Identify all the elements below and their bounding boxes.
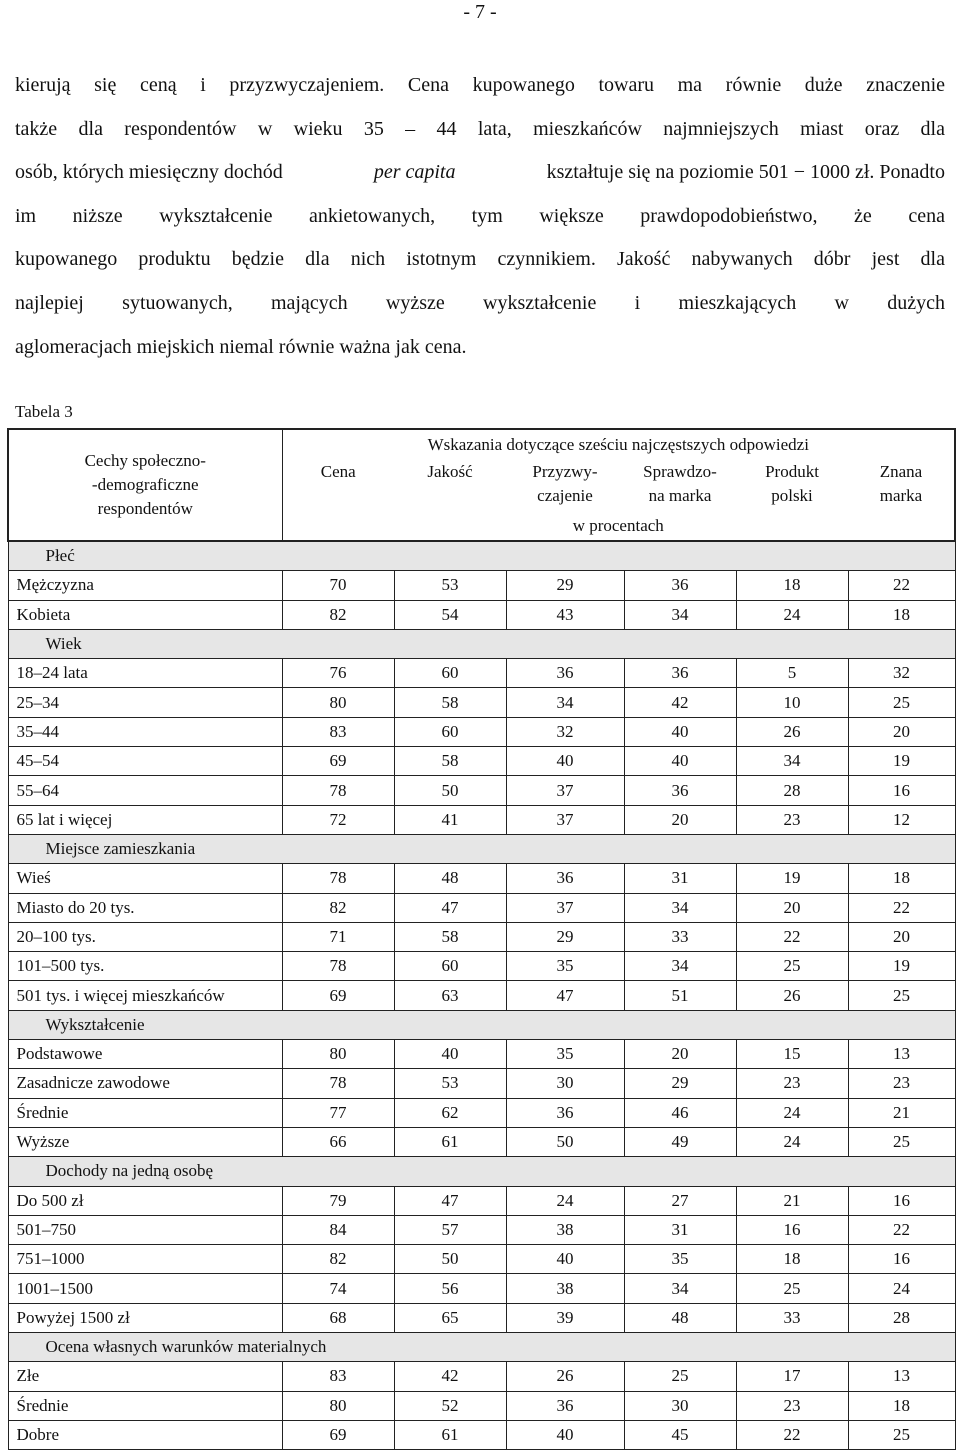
row-label: Podstawowe	[8, 1040, 282, 1069]
value-cell: 45	[624, 1420, 736, 1449]
table-row	[8, 981, 955, 1010]
stub-header	[8, 429, 282, 541]
table-row	[8, 1391, 955, 1420]
column-header-text: Cena	[320, 462, 356, 481]
value-cell: 28	[848, 1303, 955, 1332]
paragraph-line: także dla respondentów w wieku 35 – 44 lata, mieszkańców najmniejszych miast oraz dla	[15, 117, 945, 140]
value-cell: 25	[848, 981, 955, 1010]
value-cell: 22	[736, 922, 848, 951]
value-cell: 83	[282, 1362, 394, 1391]
value-cell: 25	[848, 1127, 955, 1156]
value-cell: 35	[506, 1040, 624, 1069]
value-cell: 36	[506, 864, 624, 893]
column-header-text: polski	[771, 486, 813, 505]
value-cell: 78	[282, 952, 394, 981]
row-label: Wieś	[8, 864, 282, 893]
value-cell: 58	[394, 747, 506, 776]
value-cell: 51	[624, 981, 736, 1010]
value-cell: 79	[282, 1186, 394, 1215]
value-cell: 5	[736, 659, 848, 688]
row-label: 501 tys. i więcej mieszkańców	[8, 981, 282, 1010]
row-label: Średnie	[8, 1098, 282, 1127]
table-row	[8, 717, 955, 746]
column-header-text: marka	[879, 486, 923, 505]
value-cell: 66	[282, 1127, 394, 1156]
value-cell: 82	[282, 600, 394, 629]
value-cell: 24	[736, 1098, 848, 1127]
row-label: Powyżej 1500 zł	[8, 1303, 282, 1332]
paragraph-line: aglomeracjach miejskich niemal równie ważna jak cena.	[15, 335, 467, 358]
value-cell: 21	[848, 1098, 955, 1127]
table-row	[8, 893, 955, 922]
value-cell: 20	[848, 922, 955, 951]
row-label: 55–64	[8, 776, 282, 805]
value-cell: 40	[394, 1040, 506, 1069]
value-cell: 47	[394, 893, 506, 922]
value-cell: 29	[506, 922, 624, 951]
value-cell: 78	[282, 776, 394, 805]
body-paragraph	[15, 64, 945, 369]
section-row	[8, 834, 955, 863]
value-cell: 18	[848, 864, 955, 893]
section-title: Wykształcenie	[8, 1010, 955, 1039]
row-label: Miasto do 20 tys.	[8, 893, 282, 922]
value-cell: 24	[506, 1186, 624, 1215]
row-label: Złe	[8, 1362, 282, 1391]
value-cell: 78	[282, 864, 394, 893]
value-cell: 37	[506, 893, 624, 922]
table-row	[8, 1069, 955, 1098]
value-cell: 22	[736, 1420, 848, 1449]
value-cell: 13	[848, 1040, 955, 1069]
value-cell: 35	[624, 1245, 736, 1274]
value-cell: 50	[394, 1245, 506, 1274]
value-cell: 48	[394, 864, 506, 893]
column-header-text: Jakość	[427, 462, 473, 481]
paragraph-fragment: osób, których miesięczny dochód	[15, 161, 283, 184]
value-cell: 69	[282, 981, 394, 1010]
row-label: Kobieta	[8, 600, 282, 629]
value-cell: 50	[394, 776, 506, 805]
value-cell: 61	[394, 1420, 506, 1449]
value-cell: 29	[506, 571, 624, 600]
value-cell: 28	[736, 776, 848, 805]
value-cell: 10	[736, 688, 848, 717]
value-cell: 30	[624, 1391, 736, 1420]
value-cell: 40	[624, 747, 736, 776]
column-header-text: na marka	[648, 486, 712, 505]
value-cell: 17	[736, 1362, 848, 1391]
row-label: Wyższe	[8, 1127, 282, 1156]
table-row	[8, 922, 955, 951]
column-header-produkt-polski	[736, 460, 848, 512]
value-cell: 25	[848, 688, 955, 717]
value-cell: 40	[506, 747, 624, 776]
row-label: Średnie	[8, 1391, 282, 1420]
table-row	[8, 659, 955, 688]
value-cell: 18	[848, 600, 955, 629]
table-caption: Tabela 3	[15, 402, 73, 421]
value-cell: 61	[394, 1127, 506, 1156]
value-cell: 36	[624, 776, 736, 805]
value-cell: 47	[506, 981, 624, 1010]
value-cell: 24	[736, 600, 848, 629]
value-cell: 34	[624, 1274, 736, 1303]
row-label: 101–500 tys.	[8, 952, 282, 981]
column-header-text: Produkt	[765, 462, 819, 481]
value-cell: 19	[848, 952, 955, 981]
value-cell: 24	[848, 1274, 955, 1303]
section-title: Ocena własnych warunków materialnych	[8, 1333, 955, 1362]
value-cell: 13	[848, 1362, 955, 1391]
value-cell: 36	[624, 659, 736, 688]
value-cell: 62	[394, 1098, 506, 1127]
value-cell: 16	[848, 1186, 955, 1215]
value-cell: 34	[736, 747, 848, 776]
table-row	[8, 1420, 955, 1449]
column-header-znana-marka	[848, 460, 955, 512]
value-cell: 26	[736, 981, 848, 1010]
page-number: - 7 -	[463, 1, 497, 23]
value-cell: 35	[506, 952, 624, 981]
value-cell: 37	[506, 776, 624, 805]
value-cell: 33	[624, 922, 736, 951]
row-label: 65 lat i więcej	[8, 805, 282, 834]
value-cell: 69	[282, 1420, 394, 1449]
value-cell: 68	[282, 1303, 394, 1332]
value-cell: 52	[394, 1391, 506, 1420]
value-cell: 48	[624, 1303, 736, 1332]
column-header-text: Sprawdzo-	[643, 462, 717, 481]
value-cell: 19	[736, 864, 848, 893]
value-cell: 23	[736, 1391, 848, 1420]
table-body	[8, 541, 955, 1450]
value-cell: 34	[624, 893, 736, 922]
value-cell: 40	[506, 1420, 624, 1449]
value-cell: 54	[394, 600, 506, 629]
table-row	[8, 1127, 955, 1156]
row-label: 1001–1500	[8, 1274, 282, 1303]
column-header-przyzwyczajenie	[506, 460, 624, 512]
row-label: Do 500 zł	[8, 1186, 282, 1215]
table-row	[8, 747, 955, 776]
value-cell: 80	[282, 688, 394, 717]
value-cell: 31	[624, 864, 736, 893]
stub-header-line: -demograficzne	[91, 475, 199, 494]
value-cell: 38	[506, 1274, 624, 1303]
table-row	[8, 864, 955, 893]
value-cell: 16	[848, 1245, 955, 1274]
column-header-cena	[282, 460, 394, 512]
section-row	[8, 1333, 955, 1362]
table-row	[8, 1040, 955, 1069]
value-cell: 16	[848, 776, 955, 805]
row-label: 25–34	[8, 688, 282, 717]
value-cell: 29	[624, 1069, 736, 1098]
value-cell: 82	[282, 893, 394, 922]
table-row	[8, 805, 955, 834]
value-cell: 40	[506, 1245, 624, 1274]
value-cell: 46	[624, 1098, 736, 1127]
paragraph-line-mixed	[15, 151, 945, 195]
table-row	[8, 776, 955, 805]
value-cell: 76	[282, 659, 394, 688]
value-cell: 22	[848, 893, 955, 922]
stub-header-line: Cechy społeczno-	[84, 451, 206, 470]
value-cell: 60	[394, 717, 506, 746]
value-cell: 47	[394, 1186, 506, 1215]
value-cell: 56	[394, 1274, 506, 1303]
section-title: Wiek	[8, 629, 955, 658]
section-row	[8, 1010, 955, 1039]
row-label: Mężczyzna	[8, 571, 282, 600]
value-cell: 65	[394, 1303, 506, 1332]
table-row	[8, 571, 955, 600]
row-label: Zasadnicze zawodowe	[8, 1069, 282, 1098]
value-cell: 24	[736, 1127, 848, 1156]
section-row	[8, 629, 955, 658]
value-cell: 60	[394, 952, 506, 981]
value-cell: 20	[624, 1040, 736, 1069]
value-cell: 26	[736, 717, 848, 746]
table-row	[8, 1245, 955, 1274]
value-cell: 25	[736, 952, 848, 981]
paragraph-fragment: kształtuje się na poziomie 501 − 1000 zł. Ponadto	[546, 161, 945, 184]
paragraph-line: kupowanego produktu będzie dla nich istotnym czynnikiem. Jakość nabywanych dóbr jest dla	[15, 248, 945, 271]
value-cell: 80	[282, 1391, 394, 1420]
column-header-text: Przyzwy-	[532, 462, 598, 481]
paragraph-line: im niższe wykształcenie ankietowanych, tym większe prawdopodobieństwo, że cena	[15, 204, 945, 227]
table-row	[8, 1186, 955, 1215]
value-cell: 23	[848, 1069, 955, 1098]
section-title: Płeć	[8, 541, 955, 571]
value-cell: 36	[506, 659, 624, 688]
value-cell: 37	[506, 805, 624, 834]
value-cell: 22	[848, 571, 955, 600]
table-row	[8, 952, 955, 981]
table-row	[8, 1303, 955, 1332]
value-cell: 20	[624, 805, 736, 834]
value-cell: 25	[736, 1274, 848, 1303]
value-cell: 41	[394, 805, 506, 834]
value-cell: 18	[848, 1391, 955, 1420]
row-label: 35–44	[8, 717, 282, 746]
stub-header-line: respondentów	[97, 499, 193, 518]
value-cell: 57	[394, 1215, 506, 1244]
value-cell: 78	[282, 1069, 394, 1098]
value-cell: 70	[282, 571, 394, 600]
group-header: Wskazania dotyczące sześciu najczęstszych odpowiedzi	[282, 429, 955, 460]
value-cell: 34	[506, 688, 624, 717]
section-row	[8, 1157, 955, 1186]
column-header-text: czajenie	[537, 486, 593, 505]
value-cell: 42	[394, 1362, 506, 1391]
value-cell: 12	[848, 805, 955, 834]
value-cell: 22	[848, 1215, 955, 1244]
value-cell: 20	[736, 893, 848, 922]
value-cell: 27	[624, 1186, 736, 1215]
column-header-sprawdzona-marka	[624, 460, 736, 512]
value-cell: 32	[848, 659, 955, 688]
value-cell: 19	[848, 747, 955, 776]
data-table	[7, 428, 956, 1450]
unit-label: w procentach	[282, 512, 955, 541]
row-label: Dobre	[8, 1420, 282, 1449]
row-label: 501–750	[8, 1215, 282, 1244]
column-header-jakosc	[394, 460, 506, 512]
column-header-text: Znana	[879, 462, 923, 481]
value-cell: 72	[282, 805, 394, 834]
value-cell: 23	[736, 805, 848, 834]
paragraph-line: kierują się ceną i przyzwyczajeniem. Cena kupowanego towaru ma równie duże znaczenie	[15, 74, 945, 96]
value-cell: 25	[848, 1420, 955, 1449]
value-cell: 33	[736, 1303, 848, 1332]
value-cell: 21	[736, 1186, 848, 1215]
value-cell: 23	[736, 1069, 848, 1098]
value-cell: 42	[624, 688, 736, 717]
value-cell: 31	[624, 1215, 736, 1244]
paragraph-italic-fragment: per capita	[373, 161, 456, 184]
table-row	[8, 600, 955, 629]
value-cell: 83	[282, 717, 394, 746]
value-cell: 63	[394, 981, 506, 1010]
row-label: 45–54	[8, 747, 282, 776]
value-cell: 82	[282, 1245, 394, 1274]
value-cell: 36	[506, 1098, 624, 1127]
value-cell: 36	[506, 1391, 624, 1420]
value-cell: 34	[624, 952, 736, 981]
value-cell: 58	[394, 922, 506, 951]
value-cell: 15	[736, 1040, 848, 1069]
section-title: Dochody na jedną osobę	[8, 1157, 955, 1186]
value-cell: 50	[506, 1127, 624, 1156]
value-cell: 20	[848, 717, 955, 746]
value-cell: 69	[282, 747, 394, 776]
value-cell: 80	[282, 1040, 394, 1069]
table-row	[8, 1362, 955, 1391]
row-label: 18–24 lata	[8, 659, 282, 688]
paragraph-line: najlepiej sytuowanych, mających wyższe wykształcenie i mieszkających w dużych	[15, 291, 945, 314]
value-cell: 25	[624, 1362, 736, 1391]
value-cell: 32	[506, 717, 624, 746]
value-cell: 60	[394, 659, 506, 688]
table-row	[8, 1098, 955, 1127]
value-cell: 77	[282, 1098, 394, 1127]
value-cell: 53	[394, 571, 506, 600]
value-cell: 84	[282, 1215, 394, 1244]
table-row	[8, 688, 955, 717]
value-cell: 74	[282, 1274, 394, 1303]
table-row	[8, 1274, 955, 1303]
value-cell: 36	[624, 571, 736, 600]
value-cell: 16	[736, 1215, 848, 1244]
table-row	[8, 1215, 955, 1244]
value-cell: 40	[624, 717, 736, 746]
value-cell: 18	[736, 1245, 848, 1274]
value-cell: 43	[506, 600, 624, 629]
value-cell: 26	[506, 1362, 624, 1391]
value-cell: 38	[506, 1215, 624, 1244]
value-cell: 53	[394, 1069, 506, 1098]
value-cell: 18	[736, 571, 848, 600]
value-cell: 49	[624, 1127, 736, 1156]
value-cell: 58	[394, 688, 506, 717]
value-cell: 34	[624, 600, 736, 629]
value-cell: 39	[506, 1303, 624, 1332]
section-row	[8, 541, 955, 571]
row-label: 20–100 tys.	[8, 922, 282, 951]
section-title: Miejsce zamieszkania	[8, 834, 955, 863]
value-cell: 71	[282, 922, 394, 951]
value-cell: 30	[506, 1069, 624, 1098]
row-label: 751–1000	[8, 1245, 282, 1274]
